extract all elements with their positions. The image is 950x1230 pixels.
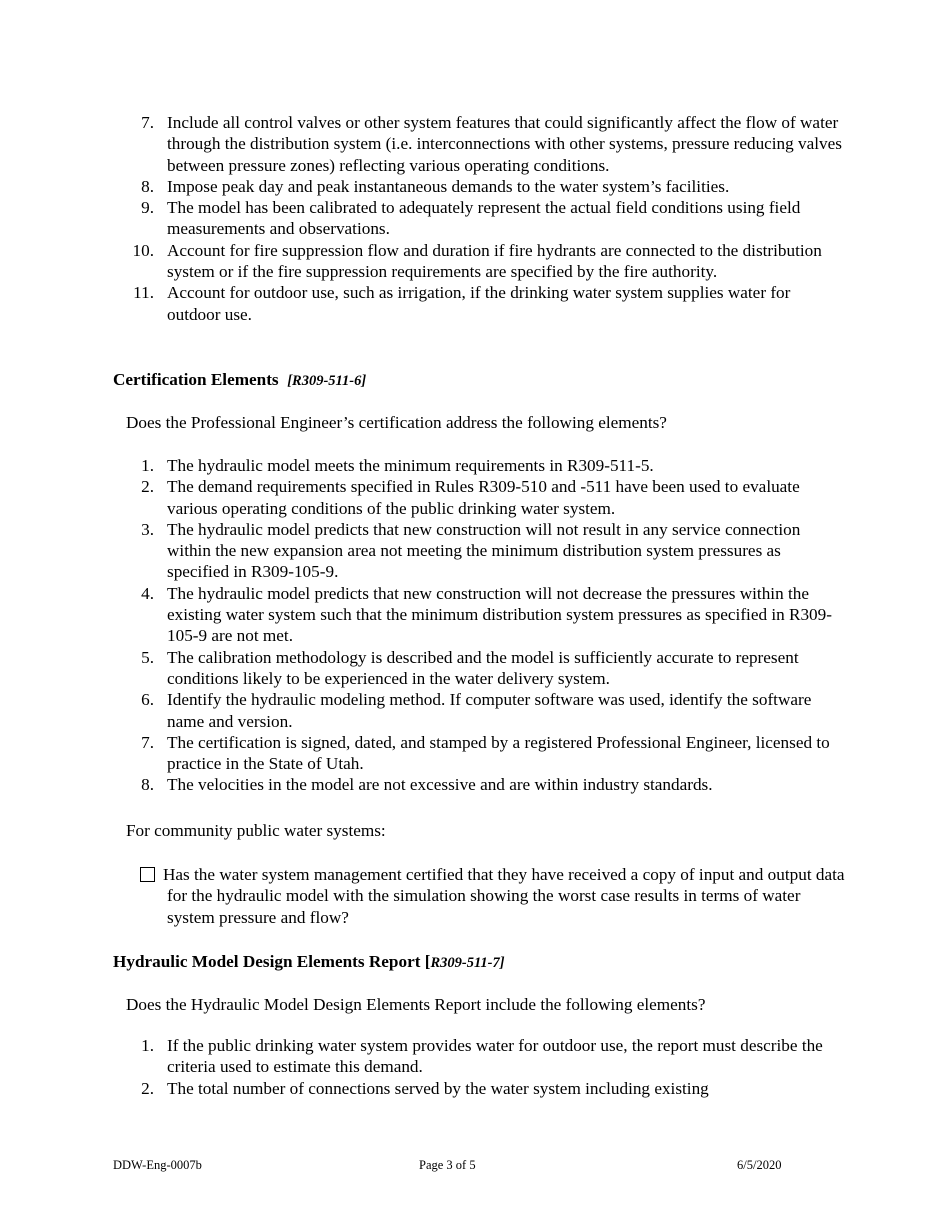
item-text: The hydraulic model meets the minimum requirements in R309-511-5.	[167, 456, 654, 475]
item-number: 5.	[141, 647, 154, 667]
list-item	[113, 176, 843, 197]
list-item	[113, 476, 843, 519]
list-item	[113, 455, 843, 476]
footer-doc-id: DDW-Eng-0007b	[113, 1158, 202, 1172]
list-item	[113, 732, 843, 775]
item-text: The total number of connections served by the water system including existing	[167, 1078, 709, 1098]
item-text: The demand requirements specified in Rules R309-510 and -511 have been used to evaluate various operating conditions of the public drinking water system.	[167, 477, 800, 518]
item-number: 7.	[141, 732, 154, 752]
footer-date: 6/5/2020	[737, 1158, 782, 1172]
item-number: 9.	[141, 198, 154, 218]
item-text: Include all control valves or other system features that could significantly affect the flow of water through the distribution system (i.e. interconnections with other systems, pressure reducing valves between pressure zones) reflecting various operating conditions.	[167, 113, 842, 175]
item-number: 11.	[133, 283, 154, 303]
item-text: The certification is signed, dated, and stamped by a registered Professional Engineer, licensed to practice in the State of Utah.	[167, 732, 830, 774]
item-text: Impose peak day and peak instantaneous demands to the water system’s facilities.	[167, 176, 730, 196]
list-item	[113, 647, 843, 690]
list-item	[113, 1078, 843, 1099]
item-number: 8.	[141, 176, 154, 196]
report-question: Does the Hydraulic Model Design Elements Report include the following elements?	[126, 995, 706, 1014]
report-heading-text: Hydraulic Model Design Elements Report [	[113, 952, 431, 971]
community-systems-label: For community public water systems:	[126, 821, 386, 840]
item-text: If the public drinking water system provides water for outdoor use, the report must describe the criteria used to estimate this demand.	[167, 1036, 823, 1077]
item-text: Account for fire suppression flow and duration if fire hydrants are connected to the distribution system or if the fire suppression requirements are specified by the fire authority.	[167, 240, 822, 282]
list-item	[113, 282, 843, 325]
certification-question: Does the Professional Engineer’s certification address the following elements?	[126, 413, 667, 432]
item-number: 1.	[141, 456, 154, 475]
certification-elements-list	[113, 455, 843, 796]
item-number: 2.	[141, 477, 154, 497]
item-number: 7.	[141, 113, 154, 132]
list-item	[113, 583, 843, 647]
item-number: 2.	[141, 1078, 154, 1098]
list-item	[113, 112, 843, 176]
item-text: Identify the hydraulic modeling method. If computer software was used, identify the software name and version.	[167, 690, 812, 731]
item-text: Account for outdoor use, such as irrigation, if the drinking water system supplies water for outdoor use.	[167, 283, 791, 324]
item-number: 8.	[141, 775, 154, 795]
item-number: 1.	[141, 1036, 154, 1055]
certification-heading	[113, 369, 366, 392]
item-text: The velocities in the model are not excessive and are within industry standards.	[167, 775, 713, 795]
report-heading	[113, 951, 505, 974]
report-rule-ref: R309-511-7]	[430, 955, 505, 971]
item-number: 10.	[132, 240, 154, 260]
list-item	[113, 774, 843, 795]
item-text: The model has been calibrated to adequately represent the actual field conditions using field measurements and observations.	[167, 198, 801, 239]
model-requirements-list	[113, 112, 843, 325]
management-certification-item	[140, 864, 845, 928]
checkbox-text: Has the water system management certified that they have received a copy of input and output data for the hydraulic model with the simulation showing the worst case results in terms of water system pressure and flow?	[163, 865, 845, 927]
item-text: The hydraulic model predicts that new construction will not decrease the pressures within the existing water system such that the minimum distribution system pressures as specified in R309-105-9 are not met.	[167, 583, 832, 646]
footer-page-number: Page 3 of 5	[419, 1158, 476, 1172]
item-text: The calibration methodology is described and the model is sufficiently accurate to represent conditions likely to be experienced in the water delivery system.	[167, 647, 799, 688]
item-text: The hydraulic model predicts that new construction will not result in any service connection within the new expansion area not meeting the minimum distribution system pressures as specified in R309-105-9.	[167, 519, 801, 582]
list-item	[113, 240, 843, 283]
report-elements-list	[113, 1035, 843, 1099]
list-item	[113, 519, 843, 583]
certification-heading-text: Certification Elements	[113, 370, 279, 389]
list-item	[113, 197, 843, 240]
management-certified-checkbox[interactable]	[140, 867, 155, 882]
list-item	[113, 1035, 843, 1078]
item-number: 4.	[141, 583, 154, 603]
list-item	[113, 689, 843, 732]
item-number: 6.	[141, 690, 154, 710]
item-number: 3.	[141, 519, 154, 539]
certification-rule-ref: [R309-511-6]	[287, 373, 367, 389]
